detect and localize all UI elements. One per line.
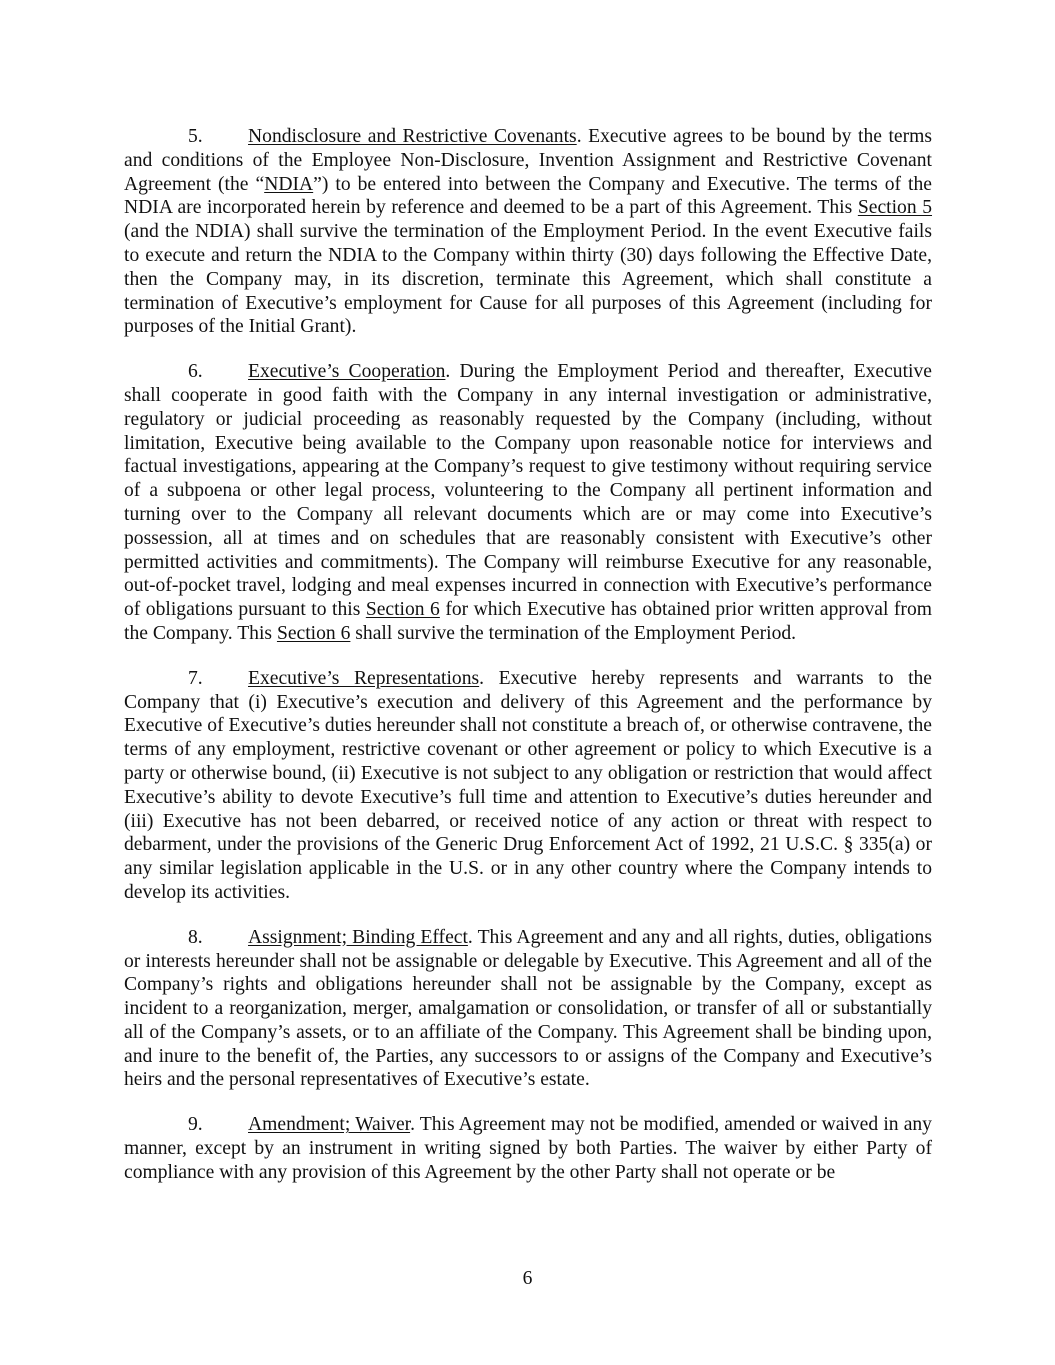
section-heading: Amendment; Waiver (248, 1114, 411, 1136)
section-body-text: . This Agreement and any and all rights, duties, obligations or interests hereunder shall not be assignable or delegable by Executive. This Agreement and all of the Company’s rights and obligations hereunder shall not be assignable by the Company, except as incident to a reorganization, merger, amalgamation or consolidation, or transfer of all or substantially all of the Company’s assets, or to an affiliate of the Company. This Agreement shall be binding upon, and inure to the benefit of, the Parties, any successors to or assigns of the Company and Executive’s heirs and the personal representatives of Executive’s estate. (124, 926, 932, 1091)
section-paragraph (124, 926, 932, 1093)
cross-reference: Section 5 (857, 197, 933, 219)
section-body-text: . During the Employment Period and thereafter, Executive shall cooperate in good faith with the Company in any internal investigation or administrative, regulatory or judicial proceeding as reasonably requested by the Company (including, without limitation, Executive being available to the Company upon reasonable notice for interviews and factual investigations, appearing at the Company’s request to give testimony without requiring service of a subpoena or other legal process, volunteering to the Company all pertinent information and turning over to the Company all relevant documents which are or may come into Executive’s possession, all at times and on schedules that are reasonably consistent with Executive’s other permitted activities and commitments). The Company will reimburse Executive for any reasonable, out-of-pocket travel, lodging and meal expenses incurred in connection with Executive’s performance of obligations pursuant to this (124, 361, 932, 621)
section-body-text: . Executive hereby represents and warrants to the Company that (i) Executive’s execution and delivery of this Agreement and the performance by Executive of Executive’s duties hereunder shall not constitute a breach of, or otherwise contravene, the terms of any employment, restrictive covenant or other agreement or policy to which Executive is a party or otherwise bound, (ii) Executive is not subject to any obligation or restriction that would affect Executive’s ability to devote Executive’s full time and attention to Executive’s duties hereunder and (iii) Executive has not been debarred, or received notice of any action or threat with respect to debarment, under the provisions of the Generic Drug Enforcement Act of 1992, 21 U.S.C. § 335(a) or any similar legislation applicable in the U.S. or in any other country where the Company intends to develop its activities. (124, 667, 933, 903)
section-number: 6. (188, 361, 203, 383)
section-number: 7. (188, 667, 203, 689)
section-body-text: ”) to be entered into between the Company and Executive. The terms of the NDIA are incorporated herein by reference and deemed to be a part of this Agreement. This (124, 173, 932, 219)
section-paragraph (124, 667, 932, 905)
document-page (124, 125, 932, 1206)
section-body-text: . Executive agrees to be bound by the terms and conditions of the Employee Non-Disclosure, Invention Assignment and Restrictive Covenant Agreement (the “ (124, 126, 932, 195)
section-body-text: shall survive the termination of the Employment Period. (350, 622, 797, 644)
section-heading: Executive’s Representations (248, 667, 480, 689)
section-heading: Nondisclosure and Restrictive Covenants (248, 126, 577, 147)
section-heading: Assignment; Binding Effect (248, 926, 468, 948)
section-number: 5. (188, 126, 203, 147)
section-number: 8. (188, 926, 203, 948)
cross-reference: Section 6 (276, 622, 351, 644)
section-heading: Executive’s Cooperation (248, 361, 446, 383)
cross-reference: NDIA (264, 173, 314, 195)
section-paragraph (124, 1113, 932, 1184)
section-body-text: (and the NDIA) shall survive the termination of the Employment Period. In the event Executive fails to execute and return the NDIA to the Company within thirty (30) days following the Effective Date, then the Company may, in its discretion, terminate this Agreement, which shall constitute a termination of Executive’s employment for Cause for all purposes of this Agreement (including for purposes of the Initial Grant). (124, 221, 932, 338)
section-body-text: . This Agreement may not be modified, amended or waived in any manner, except by an instrument in writing signed by both Parties. The waiver by either Party of compliance with any provision of this Agreement by the other Party shall not operate or be (124, 1114, 932, 1183)
section-number: 9. (188, 1114, 203, 1136)
section-paragraph (124, 125, 932, 339)
cross-reference: Section 6 (365, 599, 440, 621)
section-body-text: for which Executive has obtained prior written approval from the Company. This (124, 599, 932, 644)
section-paragraph (124, 360, 932, 646)
page-number: 6 (522, 1268, 533, 1289)
